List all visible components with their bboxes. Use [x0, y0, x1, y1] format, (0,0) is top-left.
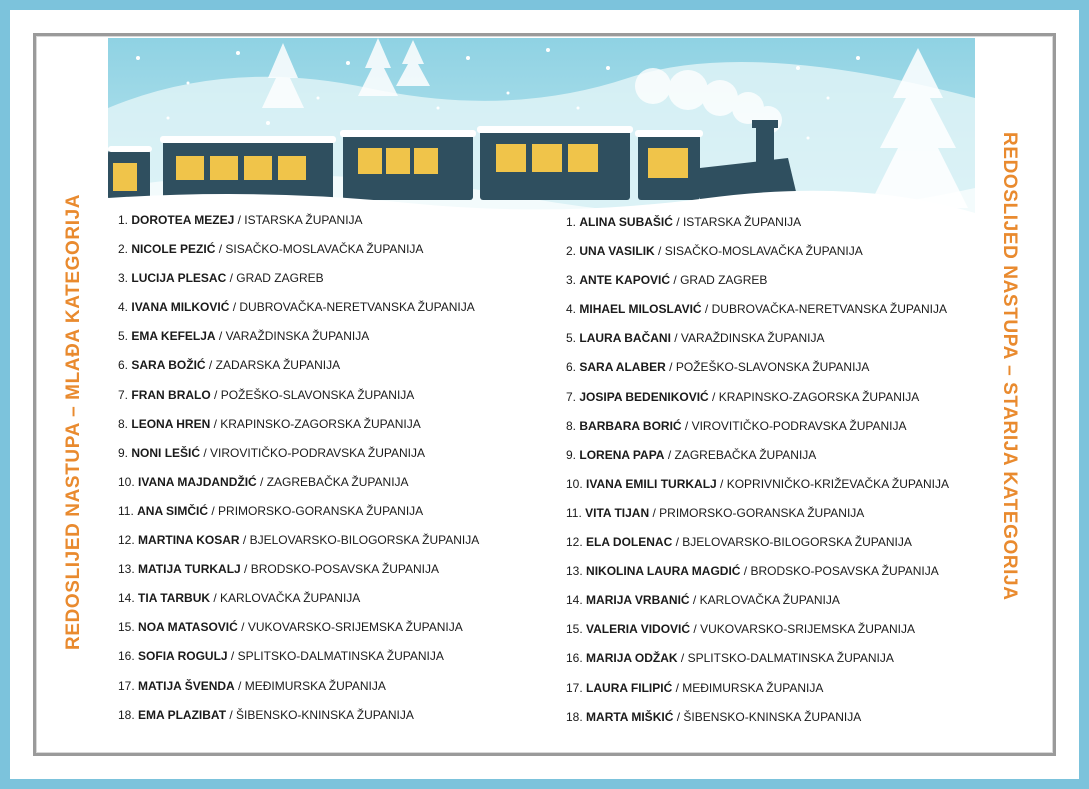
list-item: 4. MIHAEL MILOSLAVIĆ / DUBROVAČKA-NERETVANSKA ŽUPANIJA	[566, 302, 947, 317]
list-item: 11. ANA SIMČIĆ / PRIMORSKO-GORANSKA ŽUPANIJA	[118, 503, 424, 518]
list-item: 11. VITA TIJAN / PRIMORSKO-GORANSKA ŽUPANIJA	[566, 505, 865, 520]
list-item: 15. NOA MATASOVIĆ / VUKOVARSKO-SRIJEMSKA ŽUPANIJA	[118, 620, 463, 635]
list-item: 4. IVANA MILKOVIĆ / DUBROVAČKA-NERETVANSKA ŽUPANIJA	[118, 300, 475, 315]
list-item: 3. LUCIJA PLESAC / GRAD ZAGREB	[118, 271, 324, 286]
list-item: 2. NICOLE PEZIĆ / SISAČKO-MOSLAVAČKA ŽUPANIJA	[118, 242, 424, 257]
list-item: 8. LEONA HREN / KRAPINSKO-ZAGORSKA ŽUPANIJA	[118, 416, 421, 431]
older-category-list	[566, 214, 949, 738]
list-item: 7. JOSIPA BEDENIKOVIĆ / KRAPINSKO-ZAGORSKA ŽUPANIJA	[566, 389, 920, 404]
list-item: 13. NIKOLINA LAURA MAGDIĆ / BRODSKO-POSAVSKA ŽUPANIJA	[566, 564, 939, 579]
list-item: 18. EMA PLAZIBAT / ŠIBENSKO-KNINSKA ŽUPANIJA	[118, 707, 414, 722]
list-item: 1. DOROTEA MEZEJ / ISTARSKA ŽUPANIJA	[118, 213, 363, 227]
list-item: 10. IVANA EMILI TURKALJ / KOPRIVNIČKO-KRIŽEVAČKA ŽUPANIJA	[566, 476, 949, 491]
list-item: 9. LORENA PAPA / ZAGREBAČKA ŽUPANIJA	[566, 447, 817, 462]
list-item: 12. ELA DOLENAC / BJELOVARSKO-BILOGORSKA ŽUPANIJA	[566, 535, 912, 550]
list-item: 12. MARTINA KOSAR / BJELOVARSKO-BILOGORSKA ŽUPANIJA	[118, 533, 480, 548]
list-item: 1. ALINA SUBAŠIĆ / ISTARSKA ŽUPANIJA	[566, 215, 802, 229]
list-item: 13. MATIJA TURKALJ / BRODSKO-POSAVSKA ŽUPANIJA	[118, 562, 439, 577]
list-item: 3. ANTE KAPOVIĆ / GRAD ZAGREB	[566, 273, 768, 288]
list-item: 6. SARA BOŽIĆ / ZADARSKA ŽUPANIJA	[118, 358, 341, 373]
young-category-list	[118, 212, 479, 736]
list-item: 14. TIA TARBUK / KARLOVAČKA ŽUPANIJA	[118, 591, 361, 606]
list-item: 5. EMA KEFELJA / VARAŽDINSKA ŽUPANIJA	[118, 329, 370, 344]
title-older-category: REDOSLIJED NASTUPA – STARIJA KATEGORIJA	[999, 132, 1020, 601]
list-item: 6. SARA ALABER / POŽEŠKO-SLAVONSKA ŽUPANIJA	[566, 360, 870, 375]
list-item: 7. FRAN BRALO / POŽEŠKO-SLAVONSKA ŽUPANIJA	[118, 387, 415, 402]
list-item: 18. MARTA MIŠKIĆ / ŠIBENSKO-KNINSKA ŽUPANIJA	[566, 709, 862, 724]
list-item: 10. IVANA MAJDANDŽIĆ / ZAGREBAČKA ŽUPANIJA	[118, 474, 409, 489]
list-item: 16. MARIJA ODŽAK / SPLITSKO-DALMATINSKA ŽUPANIJA	[566, 651, 894, 666]
list-item: 2. UNA VASILIK / SISAČKO-MOSLAVAČKA ŽUPANIJA	[566, 244, 863, 259]
list-item: 8. BARBARA BORIĆ / VIROVITIČKO-PODRAVSKA ŽUPANIJA	[566, 418, 907, 433]
list-item: 15. VALERIA VIDOVIĆ / VUKOVARSKO-SRIJEMSKA ŽUPANIJA	[566, 622, 915, 637]
list-item: 9. NONI LEŠIĆ / VIROVITIČKO-PODRAVSKA ŽUPANIJA	[118, 445, 425, 460]
list-item: 17. MATIJA ŠVENDA / MEĐIMURSKA ŽUPANIJA	[118, 678, 386, 693]
list-item: 14. MARIJA VRBANIĆ / KARLOVAČKA ŽUPANIJA	[566, 593, 840, 608]
title-young-category: REDOSLIJED NASTUPA – MLAĐA KATEGORIJA	[63, 193, 84, 650]
list-item: 17. LAURA FILIPIĆ / MEĐIMURSKA ŽUPANIJA	[566, 680, 824, 695]
list-item: 5. LAURA BAČANI / VARAŽDINSKA ŽUPANIJA	[566, 331, 825, 346]
list-item: 16. SOFIA ROGULJ / SPLITSKO-DALMATINSKA ŽUPANIJA	[118, 649, 444, 664]
